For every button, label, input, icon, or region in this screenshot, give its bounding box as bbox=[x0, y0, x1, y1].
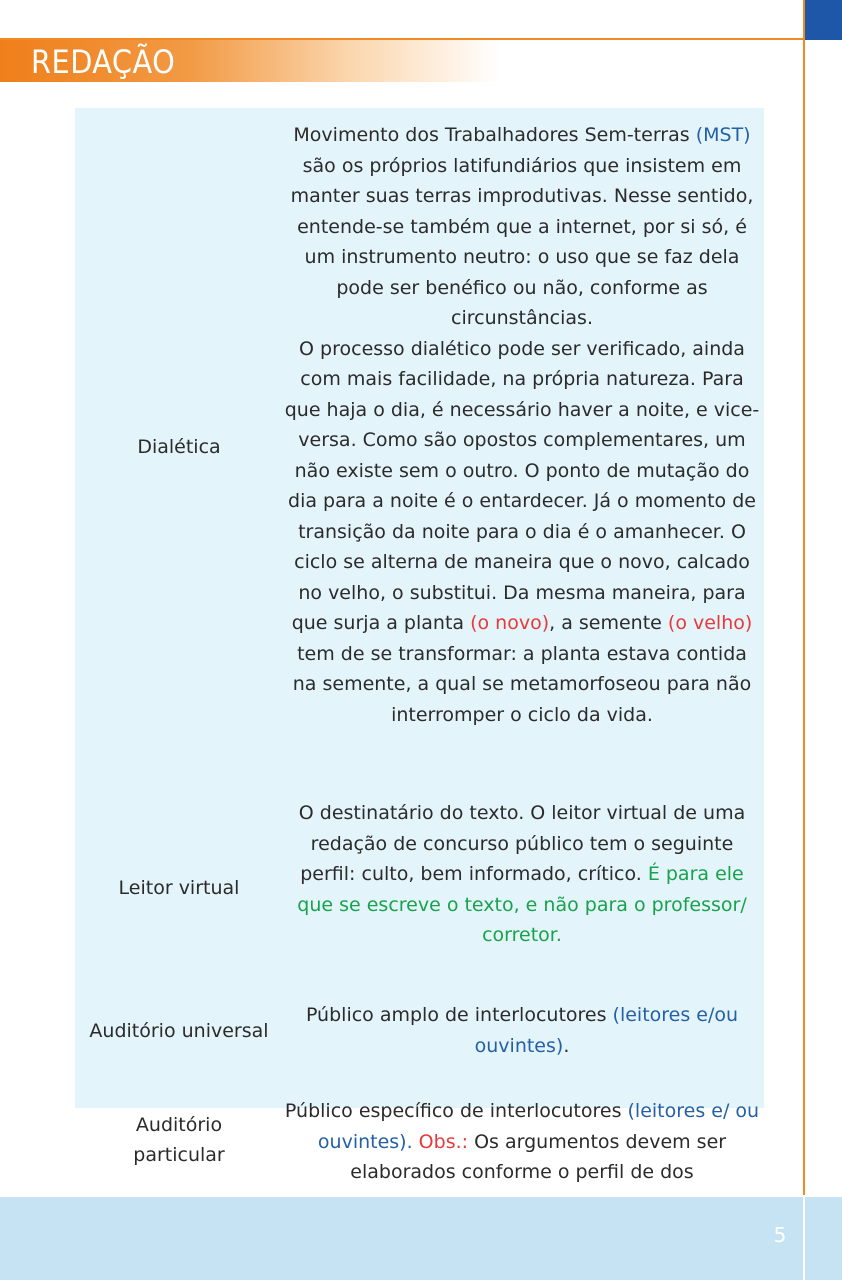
definition-text: são os próprios latifundiários que insistem em manter suas terras improdutivas. Nesse sentido, entende-se também que a internet, por si só, é um instrumento neutro: o uso que se faz dela pode ser benéfico ou não, conforme as circunstâncias. bbox=[290, 154, 754, 329]
highlighted-text: Obs.: bbox=[412, 1130, 469, 1153]
glossary-term: Dialética bbox=[137, 436, 221, 458]
glossary-row bbox=[75, 120, 764, 775]
highlighted-text: (MST) bbox=[695, 124, 751, 146]
definition-text: O destinatário do texto. O leitor virtual de uma redação de concurso público tem o seguinte perfil: culto, bem informado, crítico. bbox=[298, 802, 746, 885]
definition-text: . bbox=[563, 1034, 570, 1057]
glossary-definition bbox=[283, 1000, 761, 1061]
definition-text: Os argumentos devem ser elaborados conforme o perfil de dos bbox=[350, 1130, 727, 1183]
definition-text: , a semente bbox=[549, 612, 668, 634]
footer-divider bbox=[803, 1197, 805, 1280]
glossary-term: Auditório particular bbox=[133, 1114, 225, 1166]
glossary-term: Auditório universal bbox=[89, 1020, 269, 1042]
glossary-row bbox=[75, 1000, 764, 1070]
corner-tab bbox=[805, 0, 842, 40]
definition-paragraph bbox=[283, 1000, 761, 1061]
definition-text: tem de se transformar: a planta estava contida na semente, a qual se metamorfoseou para não interromper o ciclo da vida. bbox=[292, 642, 752, 726]
margin-rule bbox=[803, 0, 805, 1195]
definition-paragraph bbox=[283, 334, 761, 731]
definition-text: Público amplo de interlocutores bbox=[305, 1004, 613, 1026]
glossary-definition bbox=[283, 1096, 761, 1188]
glossary-term: Leitor virtual bbox=[118, 877, 240, 899]
page-number: 5 bbox=[773, 1223, 787, 1247]
highlighted-text: (o novo) bbox=[470, 612, 550, 634]
definition-text: Movimento dos Trabalhadores Sem-terras bbox=[293, 124, 696, 146]
highlighted-text: (o velho) bbox=[667, 612, 753, 634]
highlighted-text: É para ele que se escreve o texto, e não para o professor/ corretor. bbox=[297, 863, 747, 946]
definition-paragraph bbox=[283, 120, 761, 334]
glossary-table bbox=[75, 108, 764, 1183]
glossary-definition bbox=[283, 798, 761, 951]
glossary-definition bbox=[283, 120, 761, 730]
page-footer bbox=[0, 1197, 842, 1280]
definition-paragraph bbox=[283, 798, 761, 951]
section-header bbox=[0, 40, 500, 82]
glossary-row bbox=[75, 1096, 764, 1196]
definition-text: Público específico de interlocutores bbox=[284, 1100, 628, 1122]
definition-paragraph bbox=[283, 1096, 761, 1188]
glossary-row bbox=[75, 798, 764, 978]
section-title: REDAÇÃO bbox=[31, 43, 176, 81]
highlighted-text: (leitores e/ ou ouvintes). bbox=[317, 1100, 760, 1153]
highlighted-text: (leitores e/ou ouvintes) bbox=[474, 1004, 739, 1057]
definition-text: O processo dialético pode ser verificado, ainda com mais facilidade, na própria natureza. Para que haja o dia, é necessário haver a noite, e vice-versa. Como são opostos complementares, um não existe sem o outro. O ponto de mutação do dia para a noite é o entardecer. Já o momento de transição da noite para o dia é o amanhecer. O ciclo se alterna de maneira que o novo, calcado no velho, o substitui. Da mesma maneira, para que surja a planta bbox=[284, 337, 760, 634]
